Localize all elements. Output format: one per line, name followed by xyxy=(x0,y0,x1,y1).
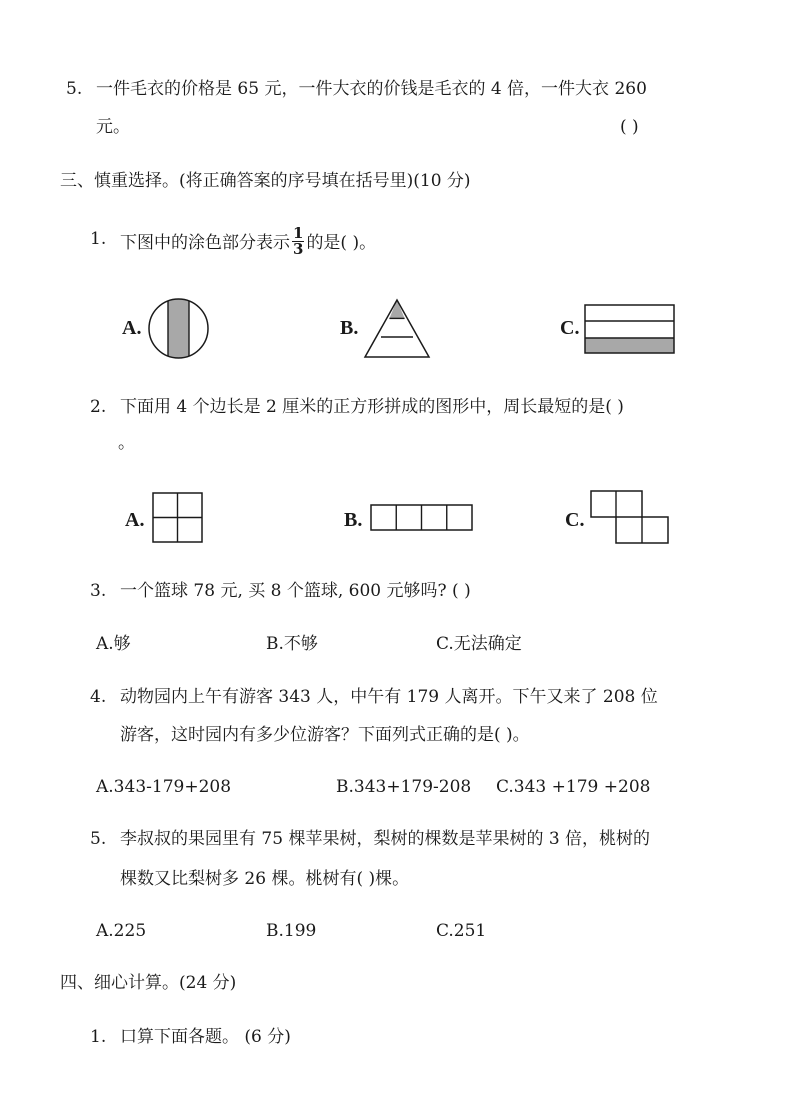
section-title: 三、慎重选择。(将正确答案的序号填在括号里)(10 分) xyxy=(60,171,471,191)
option-c[interactable]: C.无法确定 xyxy=(436,634,522,654)
question-text: 李叔叔的果园里有 75 棵苹果树，梨树的棵数是苹果树的 3 倍，桃树的 xyxy=(120,829,651,849)
option-c-label[interactable]: C. xyxy=(565,509,585,531)
question-text: 下面用 4 个边长是 2 厘米的正方形拼成的图形中，周长最短的是( ) xyxy=(120,397,624,417)
option-c[interactable]: C.343 +179 +208 xyxy=(496,777,651,797)
question-number: 4. xyxy=(90,687,107,707)
question-text-continued: 棵数又比梨树多 26 棵。桃树有( )棵。 xyxy=(120,869,410,889)
option-a-label[interactable]: A. xyxy=(122,317,142,339)
question-text: 一件毛衣的价格是 65 元，一件大衣的价钱是毛衣的 4 倍，一件大衣 260 xyxy=(96,79,647,99)
question-text-continued: 游客，这时园内有多少位游客？下面列式正确的是( )。 xyxy=(120,725,530,745)
option-a[interactable]: A.343-179+208 xyxy=(96,777,232,797)
question-number: 2. xyxy=(90,397,107,417)
question-text-after: 的是( )。 xyxy=(306,233,377,253)
option-b[interactable]: B.不够 xyxy=(266,634,318,654)
fraction xyxy=(292,226,304,257)
row-of-squares-figure xyxy=(370,504,474,532)
stepped-squares-figure xyxy=(590,490,670,546)
question-number: 1. xyxy=(90,1027,107,1047)
option-c[interactable]: C.251 xyxy=(436,921,487,941)
option-b[interactable]: B.343+179-208 xyxy=(336,777,472,797)
circle-figure xyxy=(148,298,210,360)
question-text-continued: 元。 xyxy=(96,117,130,137)
fraction-denominator: 3 xyxy=(293,240,304,258)
question-number: 3. xyxy=(90,581,107,601)
option-b[interactable]: B.199 xyxy=(266,921,317,941)
rectangle-figure xyxy=(584,304,676,354)
question-text-before: 下图中的涂色部分表示 xyxy=(120,233,290,253)
question-number: 1. xyxy=(90,229,107,249)
section-title: 四、细心计算。(24 分) xyxy=(60,973,237,993)
question-number: 5. xyxy=(90,829,107,849)
option-b-label[interactable]: B. xyxy=(340,317,359,339)
question-text: 一个篮球 78 元, 买 8 个篮球, 600 元够吗? ( ) xyxy=(120,581,471,601)
option-b-label[interactable]: B. xyxy=(344,509,363,531)
question-text xyxy=(120,224,377,259)
option-a-label[interactable]: A. xyxy=(125,509,145,531)
option-a[interactable]: A.够 xyxy=(96,634,131,654)
square-grid-figure xyxy=(152,492,204,544)
question-text: 动物园内上午有游客 343 人，中午有 179 人离开。下午又来了 208 位 xyxy=(120,687,658,707)
option-c-label[interactable]: C. xyxy=(560,317,580,339)
question-text: 口算下面各题。 (6 分) xyxy=(120,1027,291,1047)
question-number: 5. xyxy=(66,79,83,99)
triangle-figure xyxy=(364,298,430,358)
question-text-continued: 。 xyxy=(118,433,135,453)
option-a[interactable]: A.225 xyxy=(96,921,147,941)
fraction-numerator: 1 xyxy=(293,224,304,242)
answer-blank[interactable]: ( ) xyxy=(620,117,639,137)
